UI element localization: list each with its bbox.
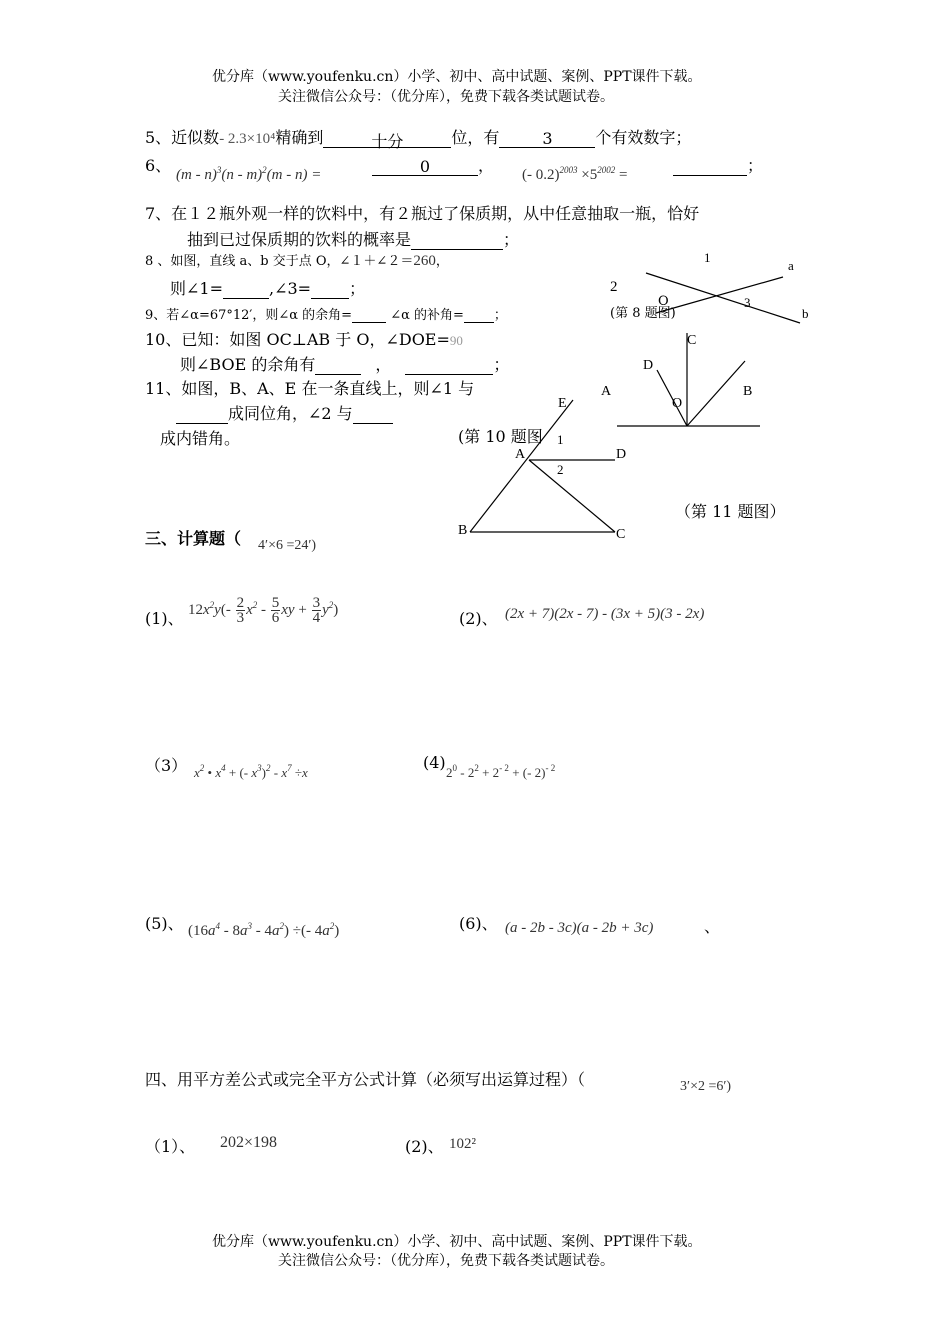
question-10-line-1: [145, 327, 463, 350]
q11-answer-blank-2[interactable]: [353, 405, 393, 424]
figure-8-caption: (第 8 题图): [610, 306, 676, 321]
q10-answer-blank-2[interactable]: [405, 356, 493, 375]
question-9: [145, 304, 507, 323]
question-8-line-2: [170, 276, 365, 299]
footer-line-1: 优分库（www.youfenku.cn）小学、初中、高中试题、案例、PPT课件下载。: [212, 1234, 702, 1250]
fig10-label-D: D: [643, 358, 654, 373]
q5-prefix: 5、近似数: [145, 128, 220, 147]
q8-value: 260: [413, 253, 436, 269]
calc-3-expression: $x^2$ • $x^4$ + (- $x^3)^2 - x^7 \div x$: [194, 763, 308, 780]
header-line-1: 优分库（www.youfenku.cn）小学、初中、高中试题、案例、PPT课件下载。: [212, 69, 702, 85]
calc-5-label: (5)、: [145, 914, 184, 933]
fig10-label-A: A: [601, 384, 612, 399]
fig10-label-C: C: [687, 333, 697, 348]
question-7-line-2: [187, 227, 519, 250]
figure-11-caption: （第 11 题图）: [675, 502, 786, 521]
q9-answer-blank-2[interactable]: [464, 306, 494, 323]
fig10-label-O: O: [672, 396, 683, 411]
q8-angle3-label: ,∠3=: [269, 279, 312, 298]
calc-2-label: (2)、: [459, 609, 498, 628]
fig11-label-E: E: [558, 396, 567, 411]
question-11-line-1: 11、如图，B、A、E 在一条直线上，则∠1 与: [145, 379, 475, 398]
q5-number: - 2.3×10⁴: [219, 131, 276, 147]
fig10-label-B: B: [743, 384, 753, 399]
calc-3-label: （3）: [145, 756, 188, 775]
q5-suffix: 个有效数字；: [595, 128, 692, 147]
q5-answer-blank-1[interactable]: 十分: [323, 129, 451, 148]
section-3-title: 三、计算题（: [145, 529, 242, 548]
figure-11: [455, 390, 645, 550]
q10-line2-text: 则∠BOE 的余角有: [180, 355, 316, 374]
s4-2-expression: 102²: [449, 1136, 476, 1152]
calc-6-label: (6)、: [459, 914, 498, 933]
q6-expression-1: (m - n)$^3$(n - m)$^2$(m - n) =: [176, 165, 322, 183]
q5-mid: 精确到: [275, 128, 324, 147]
q6-answer-blank-1[interactable]: 0 ，: [372, 153, 494, 176]
q10-separator: ，: [375, 355, 392, 374]
question-11-line-2: [176, 401, 393, 424]
s4-2-label: (2)、: [405, 1137, 444, 1156]
q9-text-1: 9、若∠α=67°12′，则∠α 的余角=: [145, 308, 353, 323]
question-5: [145, 125, 692, 151]
q10-answer-blank-1[interactable]: [315, 356, 361, 375]
q10-end: ；: [493, 355, 510, 374]
calc-1-expression: $12x^2y(-$ $\frac{2}{3}$ $x^2$ - $\frac{5}{6}$ xy + $\frac{3}{4}$ $y^2$): [188, 595, 339, 626]
q11-answer-blank-1[interactable]: [176, 405, 228, 424]
fig8-label-2: 2: [610, 279, 618, 295]
section-4-points: 3′×2 =6′): [680, 1079, 732, 1094]
calc-4-expression: $2^0 - 2^2 + 2^{- 2}$ + (- 2)$^{- 2}$: [446, 763, 556, 780]
q10-value: 90: [449, 333, 463, 348]
question-7-line-1: 7、在１２瓶外观一样的饮料中，有２瓶过了保质期，从中任意抽取一瓶，恰好: [145, 204, 700, 223]
fig8-label-O: O: [658, 294, 669, 309]
calc-6-mark: 、: [704, 917, 721, 936]
q9-answer-blank-1[interactable]: [352, 306, 386, 323]
q7-line2-text: 抽到已过保质期的饮料的概率是: [187, 230, 412, 249]
q8-answer-blank-1[interactable]: [223, 280, 269, 299]
q8-answer-blank-2[interactable]: [311, 280, 349, 299]
question-11-line-3: 成内错角。: [160, 429, 241, 448]
q6-expression-2: (- $0.2)^{2003} \times 5^{2002}$ =: [522, 165, 628, 183]
q5-mid2: 位，有: [451, 128, 500, 147]
section-3-points: 4′×6 =24′): [258, 538, 317, 553]
header-line-2: 关注微信公众号：（优分库），免费下载各类试题试卷。: [278, 89, 614, 105]
fig8-label-3: 3: [744, 295, 751, 310]
calc-4-label: (4): [423, 753, 446, 772]
q9-text-3: ；: [493, 308, 507, 323]
q9-text-2: ∠α 的补角=: [390, 308, 464, 323]
fig11-label-C: C: [616, 527, 626, 542]
fig8-label-a: a: [788, 258, 794, 273]
q7-answer-blank[interactable]: [411, 231, 503, 250]
fig11-label-A: A: [515, 447, 526, 462]
q7-end: ；: [503, 230, 520, 249]
q6-end: ；: [747, 156, 764, 175]
question-8-line-1: [145, 250, 449, 270]
calc-1-label: (1)、: [145, 609, 184, 628]
question-10-line-2: [180, 352, 509, 375]
fig8-label-b: b: [802, 306, 809, 321]
fig10-ray-OE: [687, 361, 745, 426]
fig11-label-1: 1: [557, 432, 564, 447]
q8-angle1-label: 则∠1=: [170, 279, 223, 298]
figure-10-caption: (第 10 题图: [458, 427, 543, 446]
q10-line1-text: 10、已知：如图 OC⊥AB 于 O，∠DOE=: [145, 330, 450, 349]
q8-line1-text: 8 、如图，直线 a、b 交于点 O，∠１＋∠２＝: [145, 254, 414, 269]
question-6-label: 6、: [145, 156, 172, 175]
q6-answer-blank-2[interactable]: [673, 153, 763, 176]
fig11-label-B: B: [458, 523, 468, 538]
fig11-side-AC: [529, 460, 615, 532]
section-4-title: 四、用平方差公式或完全平方公式计算（必须写出运算过程）（: [145, 1070, 586, 1089]
q5-answer-blank-2[interactable]: 3: [499, 129, 595, 148]
fig11-label-D: D: [616, 447, 627, 462]
q8-line1-end: ，: [435, 254, 449, 269]
calc-5-expression: $(16a^4 - 8a^3 - 4a^2)$ ÷(- $4a^2$): [188, 921, 340, 939]
s4-1-expression: 202×198: [220, 1134, 278, 1151]
s4-1-label: （1）、: [145, 1137, 196, 1156]
q8-end: ；: [349, 279, 366, 298]
fig11-label-2: 2: [557, 462, 564, 477]
footer-line-2: 关注微信公众号：（优分库），免费下载各类试题试卷。: [278, 1253, 614, 1269]
fig8-label-1: 1: [704, 250, 711, 265]
q11-line2-text: 成同位角，∠2 与: [228, 404, 353, 423]
q6-separator: ，: [478, 156, 495, 175]
calc-6-expression: (a - 2b - 3c)(a - 2b + 3c): [505, 920, 654, 936]
calc-2-expression: (2x + 7)(2x - 7) - (3x + 5)(3 - 2x): [505, 606, 705, 622]
